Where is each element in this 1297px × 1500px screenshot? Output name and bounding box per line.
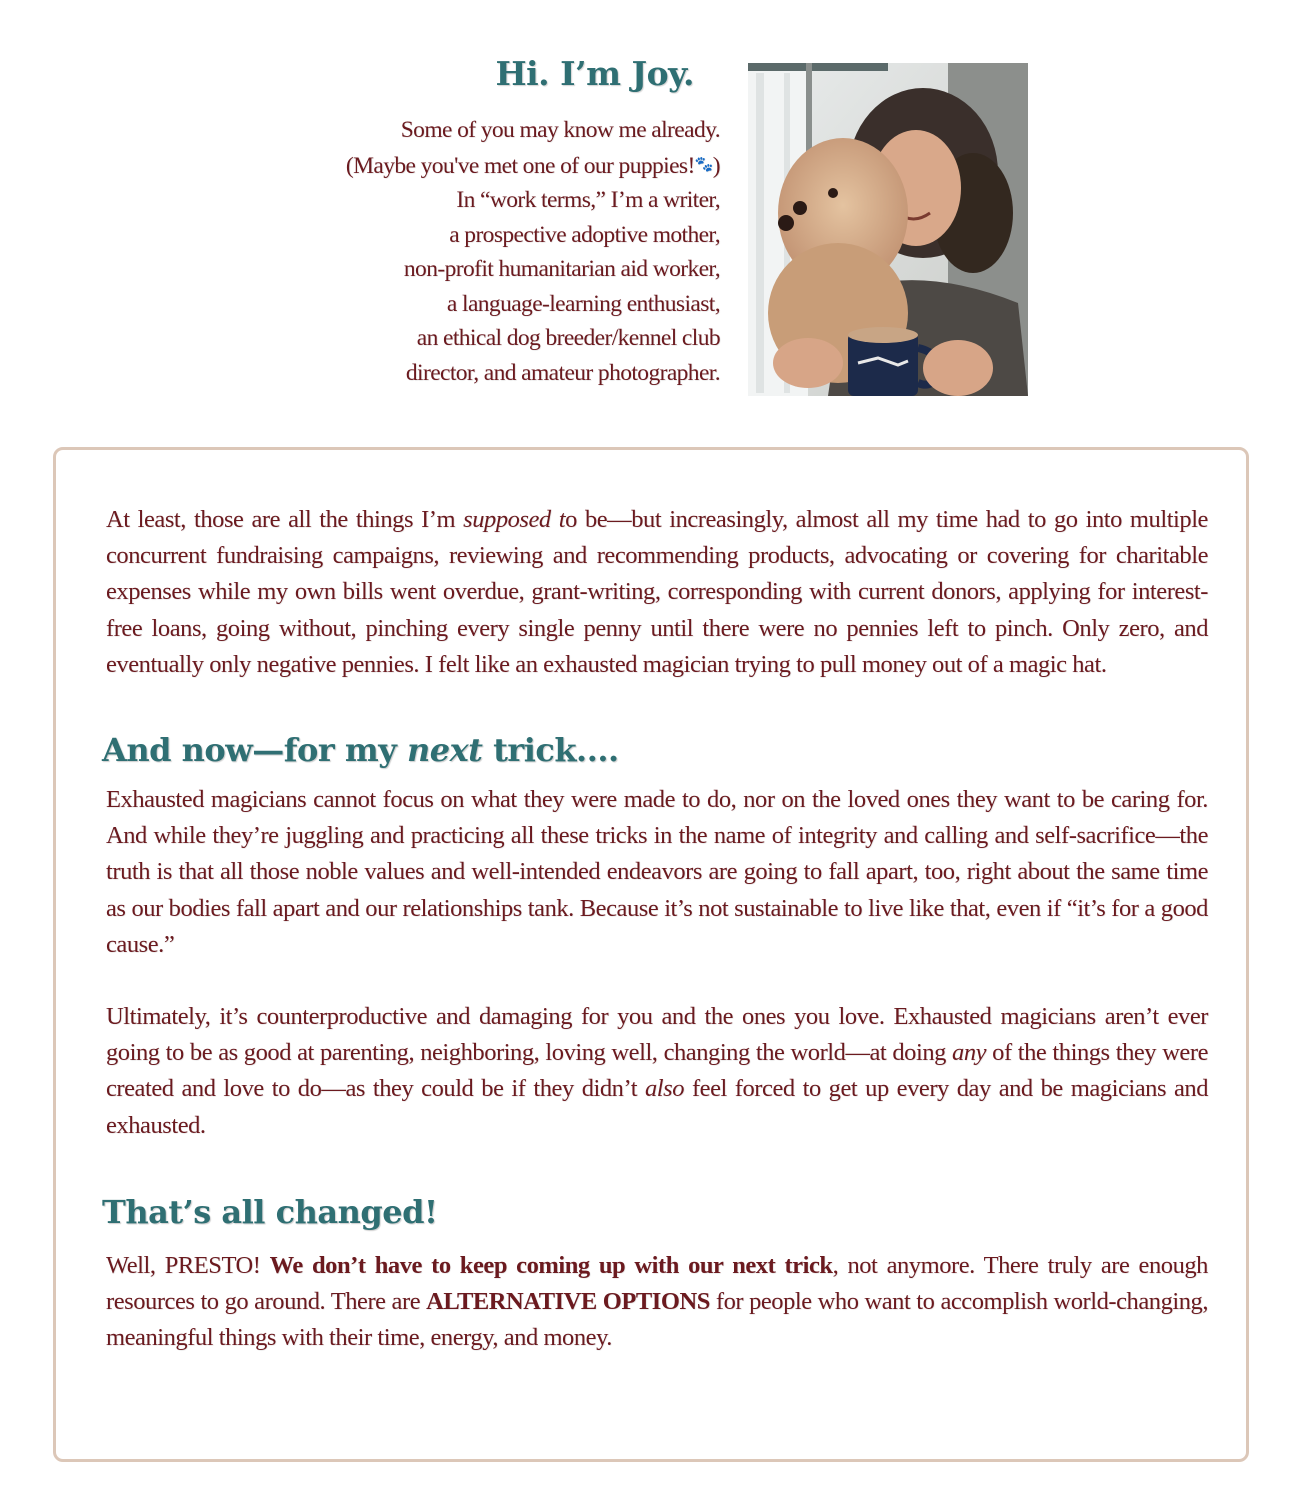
intro-line: In “work terms,” I’m a writer, (456, 187, 720, 213)
intro-line: director, and amateur photographer. (405, 359, 720, 386)
intro-text (200, 55, 720, 390)
paragraph-presto: Well, PRESTO! We don’t have to keep coming up with our next trick, not anymore. There truly are enough resources to go around. There are ALTERNATIVE OPTIONS for people who want to accomplish world-changing, meaningful things with their time, energy, and money. (106, 1251, 1208, 1352)
intro-line: Some of you may know me already. (400, 117, 720, 143)
paragraph-exhausted-magician: At least, those are all the things I’m supposed to be—but increasingly, almost all my time had to go into multiple concurrent fundraising campaigns, reviewing and recommending products, advocating or covering for charitable expenses while my own bills went overdue, grant-writing, corresponding with current donors, applying for interest-free loans, going without, pinching every single penny until there were no pennies left to pinch. Only zero, and eventually only negative pennies. I felt like an exhausted magician trying to pull money out of a magic hat. (106, 506, 1208, 678)
heading-next-trick: And now—for my next trick.... (102, 731, 619, 770)
intro-title: Hi. I’m Joy. (495, 54, 694, 93)
intro-lines (200, 113, 720, 390)
paw-prints-icon: 🐾 (694, 156, 713, 173)
intro-line: an ethical dog breeder/kennel club (416, 325, 720, 351)
photo-of-joy-with-puppy-icon (748, 63, 1028, 396)
intro-line: a prospective adoptive mother, (449, 221, 720, 248)
intro-section (0, 0, 1297, 440)
paragraph-cannot-focus: Exhausted magicians cannot focus on what they were made to do, nor on the loved ones they want to be caring for. And while they’re juggling and practicing all these tricks in the name of integrity and calling and self-sacrifice—the truth is that all those noble values and well-intended endeavors are going to fall apart, too, right about the same time as our bodies fall apart and our relationships tank. Because it’s not sustainable to live like that, even if “it’s for a good cause.” (106, 786, 1208, 958)
intro-line: a language-learning enthusiast, (446, 290, 720, 317)
intro-line: non-profit humanitarian aid worker, (403, 256, 720, 282)
paragraph-counterproductive: Ultimately, it’s counterproductive and damaging for you and the ones you love. Exhausted magicians aren’t ever going to be as good at parenting, neighboring, loving well, changing the world—at doing any of the things they were created and love to do—as they could be if they didn’t also feel forced to get up every day and be magicians and exhausted. (106, 1003, 1208, 1139)
story-content (102, 502, 1208, 1356)
heading-all-changed: That’s all changed! (102, 1192, 438, 1231)
intro-line: (Maybe you've met one of our puppies!🐾) (345, 152, 720, 179)
profile-photo (748, 63, 1028, 396)
story-card (53, 447, 1249, 1462)
